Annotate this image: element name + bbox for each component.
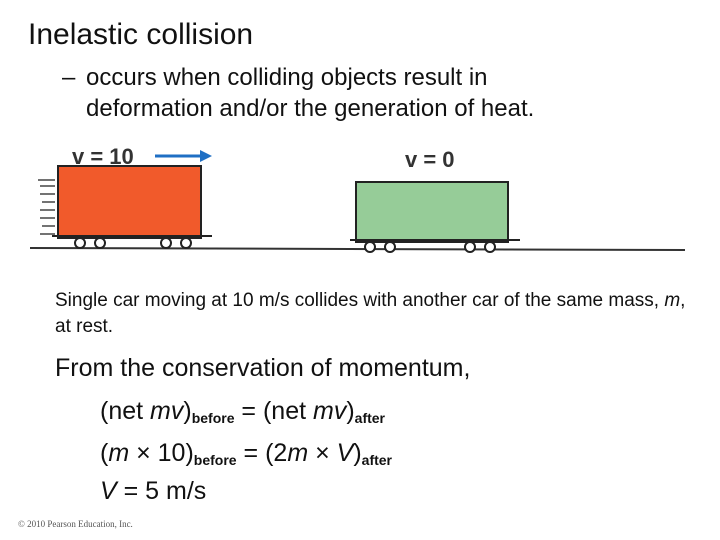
stationary-car-body — [356, 182, 508, 242]
stationary-car — [350, 182, 520, 252]
eq1-rhs-var: mv — [313, 397, 347, 425]
slide-title: Inelastic collision — [28, 18, 254, 51]
eq2-mass-2: m — [287, 439, 309, 467]
velocity-arrow-icon — [155, 150, 212, 162]
collision-illustration — [0, 136, 720, 286]
eq3-result: = 5 m/s — [116, 477, 207, 505]
eq1-sub-before: before — [191, 410, 235, 426]
scenario-caption — [55, 288, 695, 340]
definition-bullet — [62, 62, 682, 124]
bullet-line-1: occurs when colliding objects result in — [86, 64, 488, 91]
conservation-statement: From the conservation of momentum, — [55, 354, 471, 382]
moving-car — [52, 166, 212, 248]
caption-text-2: , at rest. — [55, 290, 686, 337]
caption-mass-symbol: m — [664, 290, 681, 311]
eq2-mid: = (2 — [236, 439, 288, 467]
eq2-open: ( — [100, 439, 109, 467]
car1-velocity-label: v = 10 — [72, 144, 134, 169]
eq2-times: × — [308, 439, 337, 467]
eq1-rhs-close: ) — [346, 397, 355, 425]
bullet-line-2: deformation and/or the generation of heat. — [86, 95, 535, 122]
moving-car-wheels — [75, 238, 191, 248]
eq2-mass: m — [108, 439, 130, 467]
eq1-sub-after: after — [354, 410, 386, 426]
eq1-lhs-close: ) — [183, 397, 192, 425]
eq3-velocity: V — [100, 477, 117, 505]
eq1-lhs-open: (net — [100, 397, 151, 425]
eq2-sub-before: before — [193, 452, 237, 468]
momentum-equation — [100, 396, 385, 433]
caption-text-1: Single car moving at 10 m/s collides with another car of the same mass, — [55, 290, 665, 311]
eq2-close: ) — [353, 439, 362, 467]
eq2-sub-after: after — [361, 452, 393, 468]
bullet-dash: – — [62, 64, 76, 91]
stationary-car-wheels — [365, 242, 495, 252]
car2-velocity-label: v = 0 — [405, 147, 455, 172]
eq1-mid: = (net — [234, 397, 313, 425]
ground-line — [30, 248, 685, 250]
copyright-footer: © 2010 Pearson Education, Inc. — [18, 519, 133, 529]
moving-car-body — [58, 166, 201, 238]
result-equation — [100, 476, 206, 506]
eq2-velocity: V — [336, 439, 354, 467]
motion-lines-icon — [38, 180, 55, 234]
eq2-times-10: × 10) — [129, 439, 194, 467]
eq1-lhs-var: mv — [150, 397, 184, 425]
substituted-equation — [100, 438, 392, 475]
